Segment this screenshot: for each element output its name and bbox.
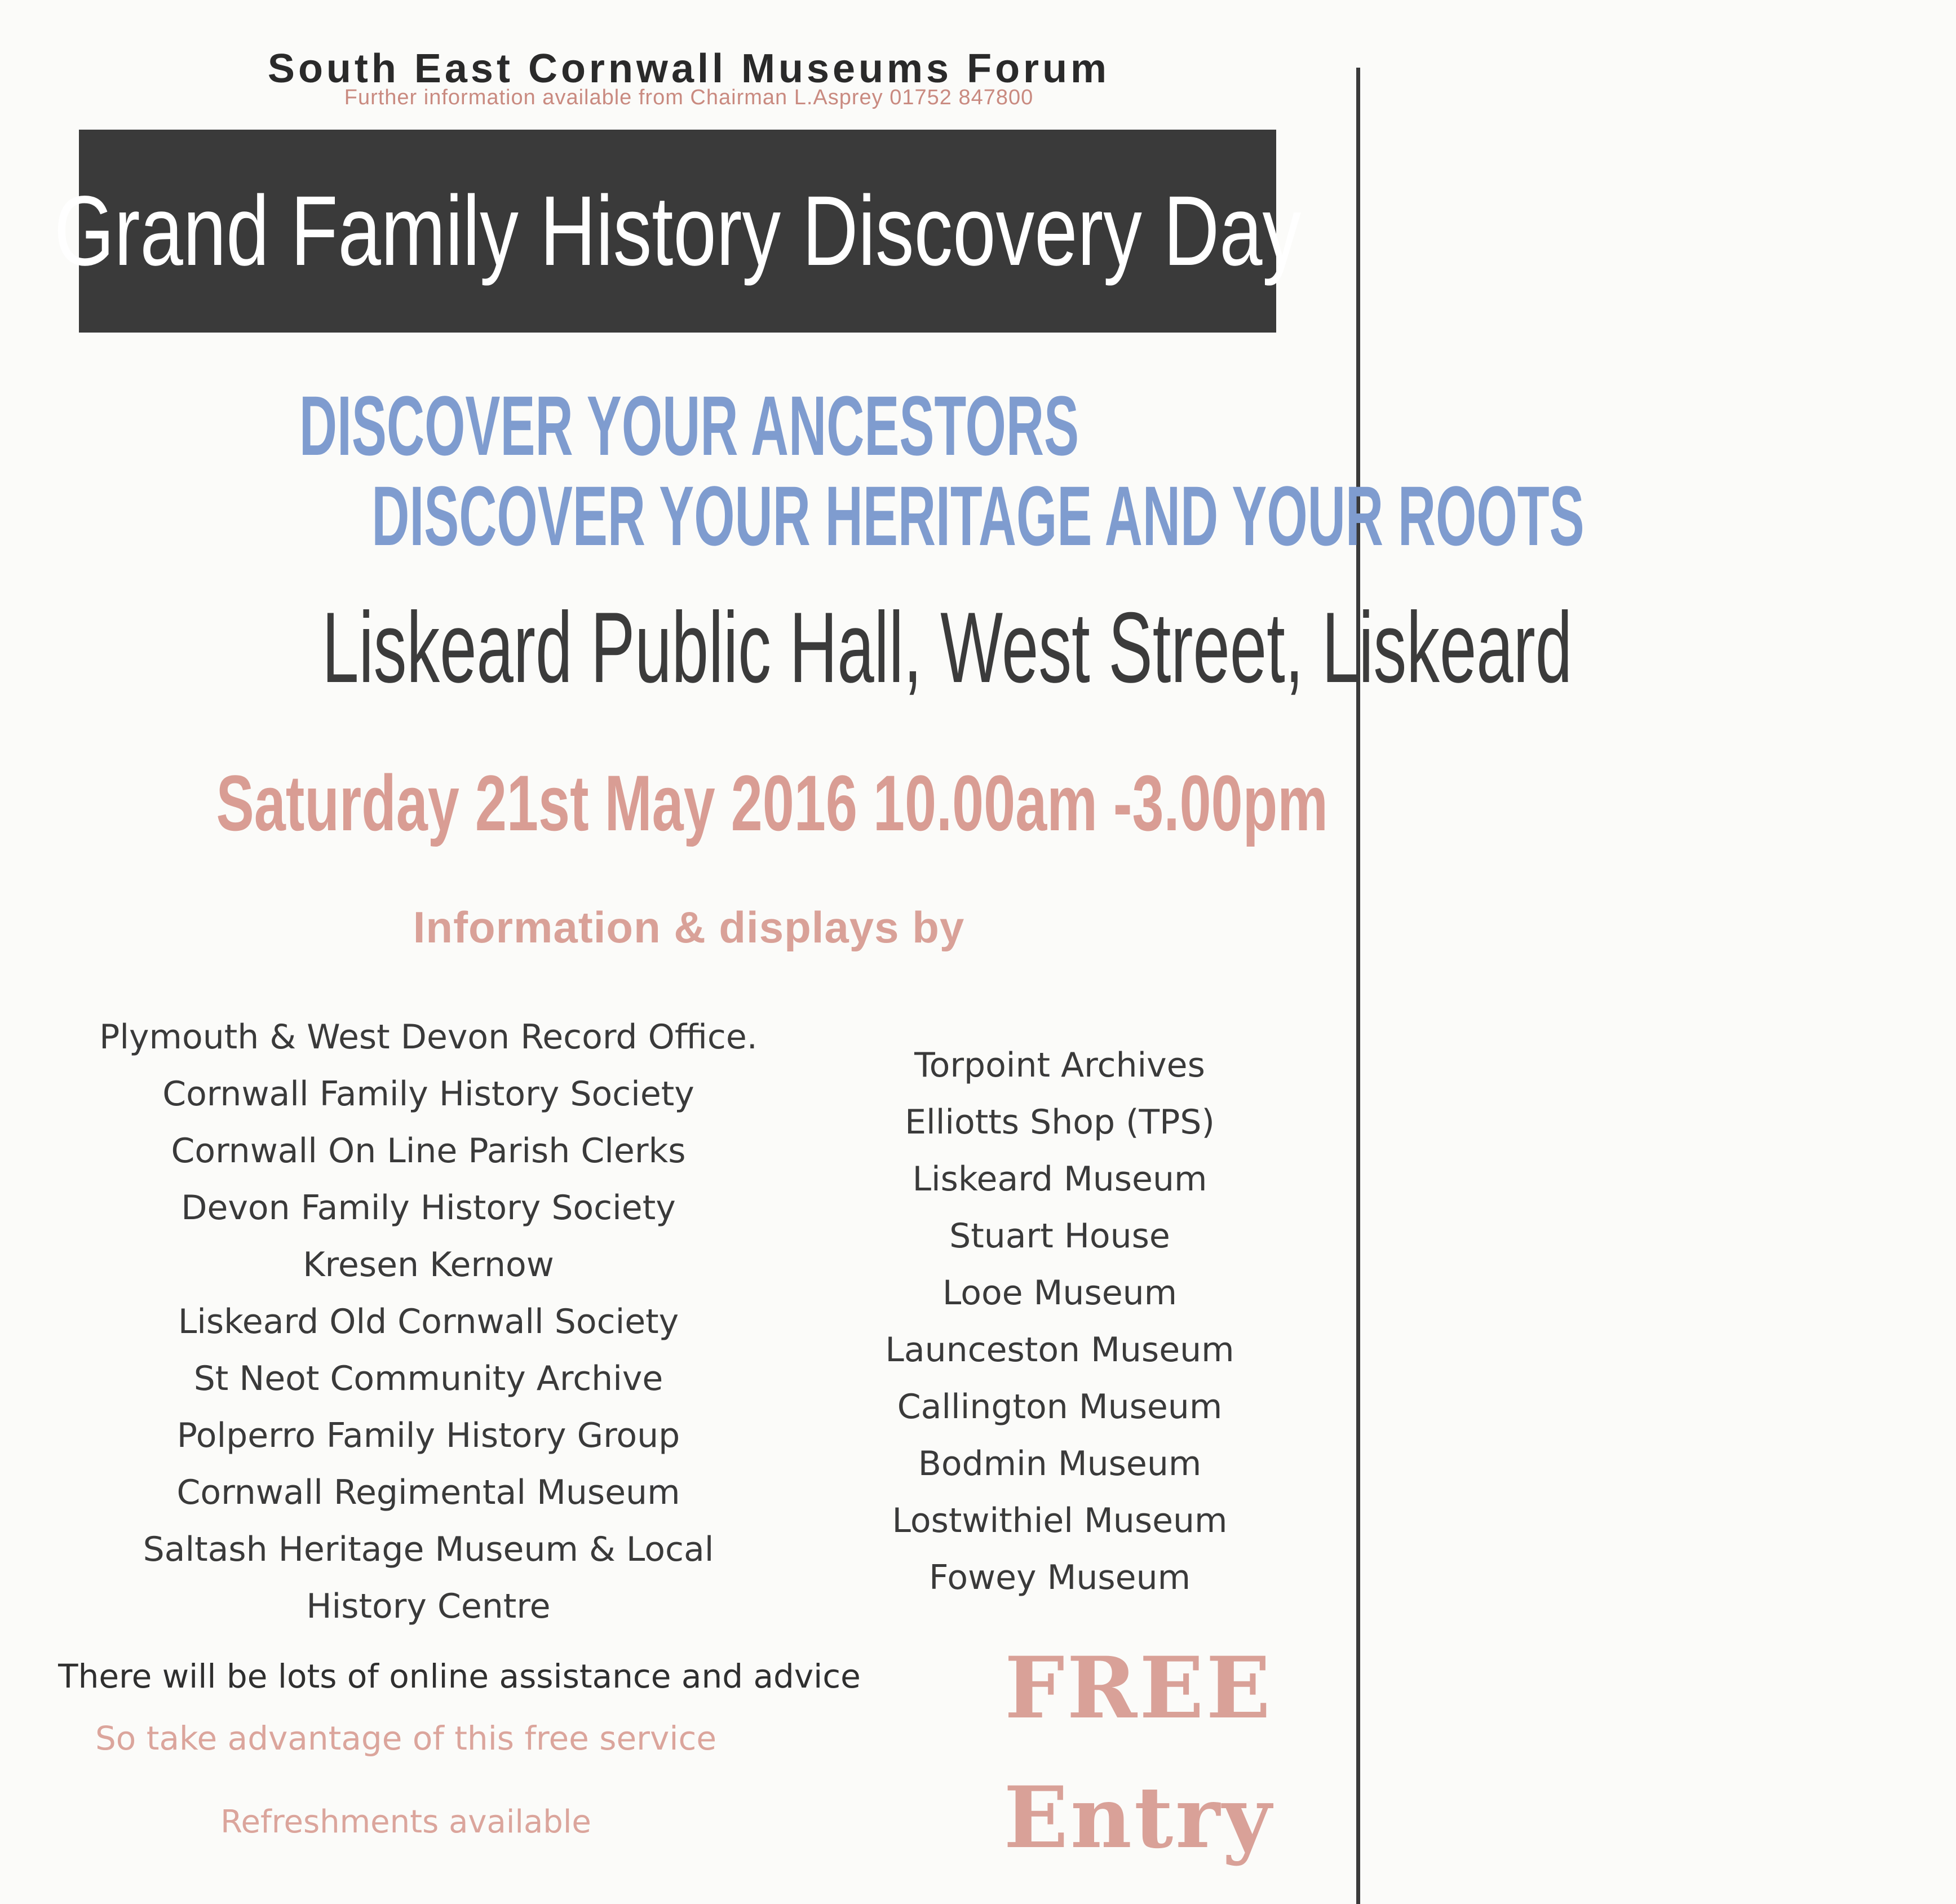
list-item: Stuart House [949,1216,1170,1256]
list-item: Cornwall On Line Parish Clerks [171,1131,686,1171]
advantage-note: So take advantage of this free service [95,1719,717,1757]
forum-name-cropped: South East Cornwall Museums Forum [267,46,1110,91]
venue: Liskeard Public Hall, West Street, Liskeard [322,591,1573,703]
date-time: Saturday 21st May 2016 10.00am -3.00pm [216,759,1328,847]
tagline-heritage: DISCOVER YOUR HERITAGE AND YOUR ROOTS [371,468,1585,563]
event-title: Grand Family History Discovery Day [54,176,1302,286]
list-item: Torpoint Archives [914,1046,1205,1085]
list-item: Plymouth & West Devon Record Office. [99,1017,758,1057]
list-item: Fowey Museum [928,1558,1191,1597]
list-item: Callington Museum [897,1387,1223,1427]
list-item: History Centre [306,1587,551,1626]
list-item: Lostwithiel Museum [892,1501,1228,1540]
assistance-note: There will be lots of online assistance and advice [58,1657,861,1695]
list-item: Kresen Kernow [303,1245,554,1285]
list-item: Bodmin Museum [918,1444,1202,1484]
list-item: Liskeard Old Cornwall Society [178,1302,679,1341]
list-item: Polperro Family History Group [176,1416,680,1455]
list-item: Liskeard Museum [912,1159,1207,1199]
exhibitors-left-list [34,1009,823,1635]
list-item: Cornwall Family History Society [162,1074,694,1114]
free-label: FREE [1004,1639,1273,1738]
contact-info: Further information available from Chairman L.Asprey 01752 847800 [344,86,1034,109]
list-item: Looe Museum [942,1273,1178,1313]
exhibitors-right-list [840,1037,1280,1606]
refreshments-note: Refreshments available [220,1804,591,1840]
list-item: Launceston Museum [885,1330,1234,1370]
list-item: St Neot Community Archive [193,1359,663,1398]
tagline-ancestors: DISCOVER YOUR ANCESTORS [299,378,1079,473]
list-item: Elliotts Shop (TPS) [905,1102,1215,1142]
list-item: Cornwall Regimental Museum [176,1473,680,1512]
list-item: Devon Family History Society [181,1188,676,1228]
title-banner [54,130,1302,333]
entry-label: Entry [1003,1768,1274,1867]
page-edge-rule [1356,68,1360,1904]
list-item: Saltash Heritage Museum & Local [143,1530,714,1569]
exhibitors-heading: Information & displays by [413,902,965,952]
